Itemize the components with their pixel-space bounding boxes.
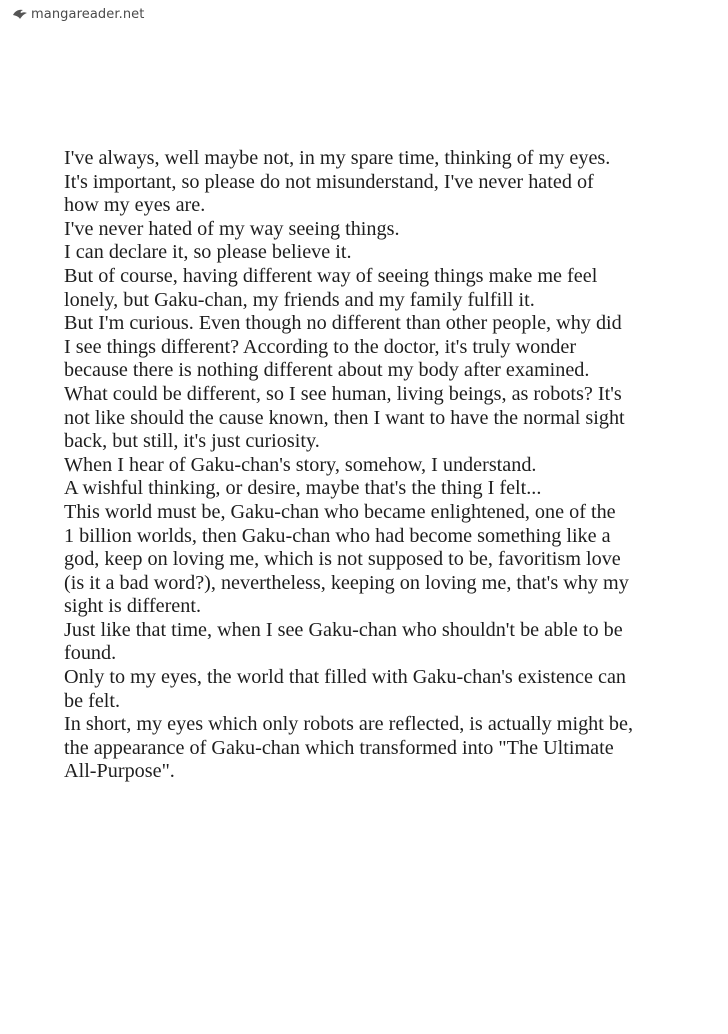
text-line: (is it a bad word?), nevertheless, keeping on loving me, that's why my (64, 571, 629, 594)
site-watermark (12, 6, 144, 22)
text-line: sight is different. (64, 595, 201, 618)
text-line: All-Purpose". (64, 760, 175, 783)
text-line: This world must be, Gaku-chan who became enlightened, one of the (64, 500, 616, 523)
text-line: Only to my eyes, the world that filled with Gaku-chan's existence can (64, 666, 626, 689)
text-line: But of course, having different way of seeing things make me feel (64, 264, 598, 287)
text-line: because there is nothing different about my body after examined. (64, 359, 590, 382)
text-line: Just like that time, when I see Gaku-chan who shouldn't be able to be (64, 618, 623, 641)
text-line: lonely, but Gaku-chan, my friends and my family fulfill it. (64, 288, 535, 311)
text-line: I see things different? According to the doctor, it's truly wonder (64, 335, 577, 358)
text-line: It's important, so please do not misunderstand, I've never hated of (64, 170, 594, 193)
text-line: the appearance of Gaku-chan which transformed into "The Ultimate (64, 736, 614, 759)
text-line: I can declare it, so please believe it. (64, 241, 352, 264)
text-line: In short, my eyes which only robots are reflected, is actually might be, (64, 713, 634, 736)
text-line: god, keep on loving me, which is not supposed to be, favoritism love (64, 548, 621, 571)
text-line: But I'm curious. Even though no different than other people, why did (64, 312, 622, 335)
watermark-text: mangareader.net (31, 6, 145, 22)
text-line: how my eyes are. (64, 194, 206, 217)
bird-logo-icon (12, 6, 28, 22)
text-line: be felt. (64, 689, 121, 712)
text-line: not like should the cause known, then I want to have the normal sight (64, 406, 625, 429)
text-line: 1 billion worlds, then Gaku-chan who had become something like a (64, 524, 611, 547)
text-line: back, but still, it's just curiosity. (64, 430, 320, 453)
text-line: found. (64, 642, 117, 665)
body-text (64, 147, 684, 784)
text-line: I've always, well maybe not, in my spare time, thinking of my eyes. (64, 147, 611, 169)
text-line: A wishful thinking, or desire, maybe that's the thing I felt... (64, 477, 542, 500)
text-line: What could be different, so I see human, living beings, as robots? It's (64, 382, 622, 405)
text-line: When I hear of Gaku-chan's story, somehow, I understand. (64, 453, 537, 476)
text-line: I've never hated of my way seeing things. (64, 217, 400, 240)
